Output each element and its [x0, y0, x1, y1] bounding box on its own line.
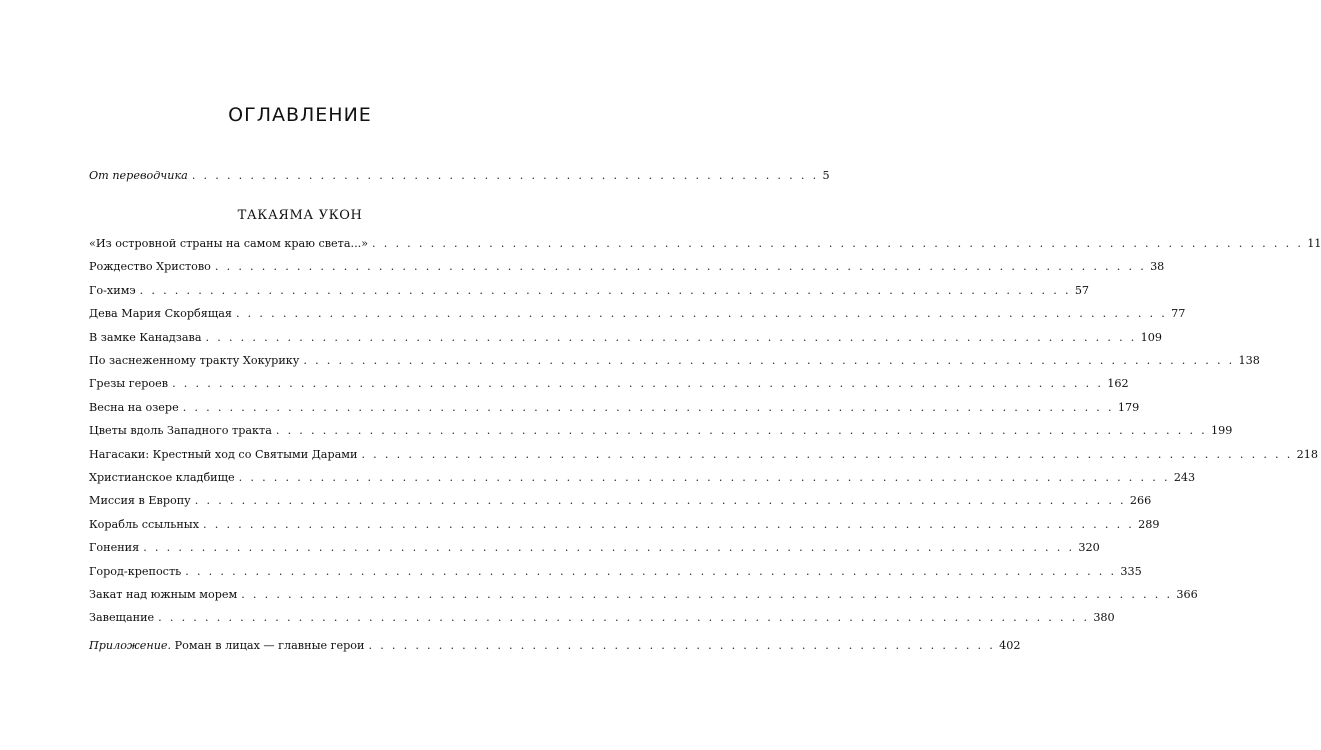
toc-entry-label: «Из островной страны на самом краю света...» — [89, 237, 369, 250]
leader-dots: . . . . . . . . . . . . . . . . . . . . . . . . . . . . . . . . . . . . . . . . . . . . . . . . . . . . . . — [368, 639, 996, 652]
toc-entry-page: 243 — [1173, 471, 1196, 484]
leader-dots: . . . . . . . . . . . . . . . . . . . . . . . . . . . . . . . . . . . . . . . . . . . . . . . . . . . . . . . . . . . . . . . . . . . . . . . . . . . . . . . . — [194, 494, 1126, 508]
toc-entry[interactable] — [89, 304, 1186, 324]
toc-entry[interactable] — [89, 491, 1152, 511]
page-title: ОГЛАВЛЕНИЕ — [228, 104, 372, 126]
leader-dots: . . . . . . . . . . . . . . . . . . . . . . . . . . . . . . . . . . . . . . . . . . . . . . . . . . . . . . . . . . . . . . . . . . . . . . . . . . . . . . . . — [203, 517, 1135, 531]
leader-dots: . . . . . . . . . . . . . . . . . . . . . . . . . . . . . . . . . . . . . . . . . . . . . . . . . . . . . . . . . . . . . . . . . . . . . . . . . . . . . . . . — [185, 564, 1117, 578]
toc-entry-label: От переводчика — [89, 169, 188, 182]
toc-entry-label — [89, 636, 364, 656]
appendix-prefix: Приложение. — [89, 639, 172, 652]
leader-dots: . . . . . . . . . . . . . . . . . . . . . . . . . . . . . . . . . . . . . . . . . . . . . . . . . . . . . . . . . . . . . . . . . . . . . . . . . . . . . . . . — [158, 611, 1090, 625]
toc-entry-page: 335 — [1120, 564, 1142, 578]
toc-entry-page: 289 — [1138, 517, 1160, 531]
toc-entry-label: Город-крепость — [89, 564, 182, 578]
leader-dots: . . . . . . . . . . . . . . . . . . . . . . . . . . . . . . . . . . . . . . . . . . . . . . . . . . . . . . . . . . . . . . . . . . . . . . . . . . . . . . . . — [235, 307, 1168, 321]
appendix-title: Роман в лицах — главные герои — [171, 639, 365, 652]
toc-entry-page: 199 — [1211, 424, 1233, 438]
toc-entry-label: Миссия в Европу — [89, 494, 191, 508]
leader-dots: . . . . . . . . . . . . . . . . . . . . . . . . . . . . . . . . . . . . . . . . . . . . . . . . . . . . . . . . . . . . . . . . . . . . . . . . . . . . . . . . — [205, 330, 1137, 344]
toc-entry-label: Корабль ссыльных — [89, 517, 200, 531]
toc-entry[interactable] — [89, 281, 1090, 301]
toc-entry-page: 57 — [1074, 283, 1090, 297]
toc-entry[interactable] — [89, 538, 1100, 558]
leader-dots: . . . . . . . . . . . . . . . . . . . . . . . . . . . . . . . . . . . . . . . . . . . . . . . . . . . . . . . . . . . . . . . . . . . . . . . . . . . . . . . . — [303, 354, 1235, 367]
toc-entry[interactable] — [89, 374, 1129, 394]
toc-entry[interactable] — [89, 398, 1140, 418]
toc-entry[interactable] — [89, 421, 1233, 441]
toc-entry-label: Завещание — [89, 611, 155, 625]
toc-entry-page: 38 — [1150, 260, 1165, 274]
toc-entry-page: 162 — [1107, 377, 1129, 391]
toc-entry-label: Христианское кладбище — [89, 471, 235, 484]
toc-entry-label: Нагасаки: Крестный ход со Святыми Дарами — [89, 447, 358, 461]
toc-entry-label: Весна на озере — [89, 400, 179, 414]
leader-dots: . . . . . . . . . . . . . . . . . . . . . . . . . . . . . . . . . . . . . . . . . . . . . . . . . . . . . . . . . . . . . . . . . . . . . . . . . . . . . . . . — [241, 588, 1173, 601]
toc-entry-appendix[interactable] — [89, 636, 1021, 656]
toc-entry-label: Цветы вдоль Западного тракта — [89, 424, 272, 438]
toc-entry-label: Закат над южным морем — [89, 588, 238, 601]
toc-entry-page: 179 — [1117, 400, 1140, 414]
leader-dots: . . . . . . . . . . . . . . . . . . . . . . . . . . . . . . . . . . . . . . . . . . . . . . . . . . . . . . . . . . . . . . . . . . . . . . . . . . . . . . . . — [182, 400, 1114, 414]
toc-entry-page: 11 — [1307, 237, 1321, 250]
toc-entry-label: Го-химэ — [89, 283, 136, 297]
part-title: ТАКАЯМА УКОН — [237, 208, 363, 223]
toc-entry-page: 402 — [999, 639, 1021, 652]
toc-entry-page: 109 — [1140, 330, 1163, 344]
toc-entry-page: 138 — [1238, 354, 1260, 367]
toc-entry-page: 266 — [1129, 494, 1152, 508]
leader-dots: . . . . . . . . . . . . . . . . . . . . . . . . . . . . . . . . . . . . . . . . . . . . . . . . . . . . . . . . . . . . . . . . . . . . . . . . . . . . . . . . — [172, 377, 1104, 391]
toc-entry-label: По заснеженному тракту Хокурику — [89, 354, 300, 367]
toc-entry-label: В замке Канадзава — [89, 330, 202, 344]
toc-entry-page: 77 — [1171, 307, 1186, 321]
toc-entry[interactable] — [89, 328, 1163, 348]
toc-entry[interactable] — [89, 234, 1321, 254]
leader-dots: . . . . . . . . . . . . . . . . . . . . . . . . . . . . . . . . . . . . . . . . . . . . . . . . . . . . . . . . . . . . . . . . . . . . . . . . . . . . . . . . — [275, 424, 1208, 438]
toc-entry[interactable] — [89, 468, 1196, 488]
toc-entry-foreword[interactable] — [89, 166, 830, 186]
leader-dots: . . . . . . . . . . . . . . . . . . . . . . . . . . . . . . . . . . . . . . . . . . . . . . . . . . . . . . — [191, 169, 819, 182]
toc-entry-page: 366 — [1176, 588, 1198, 601]
toc-entry-label: Дева Мария Скорбящая — [89, 307, 232, 321]
leader-dots: . . . . . . . . . . . . . . . . . . . . . . . . . . . . . . . . . . . . . . . . . . . . . . . . . . . . . . . . . . . . . . . . . . . . . . . . . . . . . . . . — [361, 447, 1293, 461]
toc-entry-page: 320 — [1078, 541, 1100, 555]
toc-entry[interactable] — [89, 351, 1260, 371]
toc-entry[interactable] — [89, 257, 1165, 277]
leader-dots: . . . . . . . . . . . . . . . . . . . . . . . . . . . . . . . . . . . . . . . . . . . . . . . . . . . . . . . . . . . . . . . . . . . . . . . . . . . . . . . . — [214, 260, 1147, 274]
toc-entry[interactable] — [89, 562, 1142, 582]
leader-dots: . . . . . . . . . . . . . . . . . . . . . . . . . . . . . . . . . . . . . . . . . . . . . . . . . . . . . . . . . . . . . . . . . . . . . . . . . . . . . . . . — [238, 471, 1170, 484]
toc-entry[interactable] — [89, 608, 1115, 628]
toc-entry[interactable] — [89, 585, 1198, 605]
toc-entry-page: 380 — [1093, 611, 1115, 625]
leader-dots: . . . . . . . . . . . . . . . . . . . . . . . . . . . . . . . . . . . . . . . . . . . . . . . . . . . . . . . . . . . . . . . . . . . . . . . . . . . . . . . . — [143, 541, 1075, 555]
toc-entry-label: Гонения — [89, 541, 140, 555]
toc-entry-label: Грезы героев — [89, 377, 169, 391]
leader-dots: . . . . . . . . . . . . . . . . . . . . . . . . . . . . . . . . . . . . . . . . . . . . . . . . . . . . . . . . . . . . . . . . . . . . . . . . . . . . . . . . — [372, 237, 1304, 250]
toc-entry[interactable] — [89, 445, 1318, 465]
leader-dots: . . . . . . . . . . . . . . . . . . . . . . . . . . . . . . . . . . . . . . . . . . . . . . . . . . . . . . . . . . . . . . . . . . . . . . . . . . . . . . . . — [139, 283, 1071, 297]
toc-entry-page: 5 — [822, 169, 830, 182]
toc-entry-page: 218 — [1296, 447, 1318, 461]
toc-entry-label: Рождество Христово — [89, 260, 211, 274]
toc-entry[interactable] — [89, 515, 1160, 535]
